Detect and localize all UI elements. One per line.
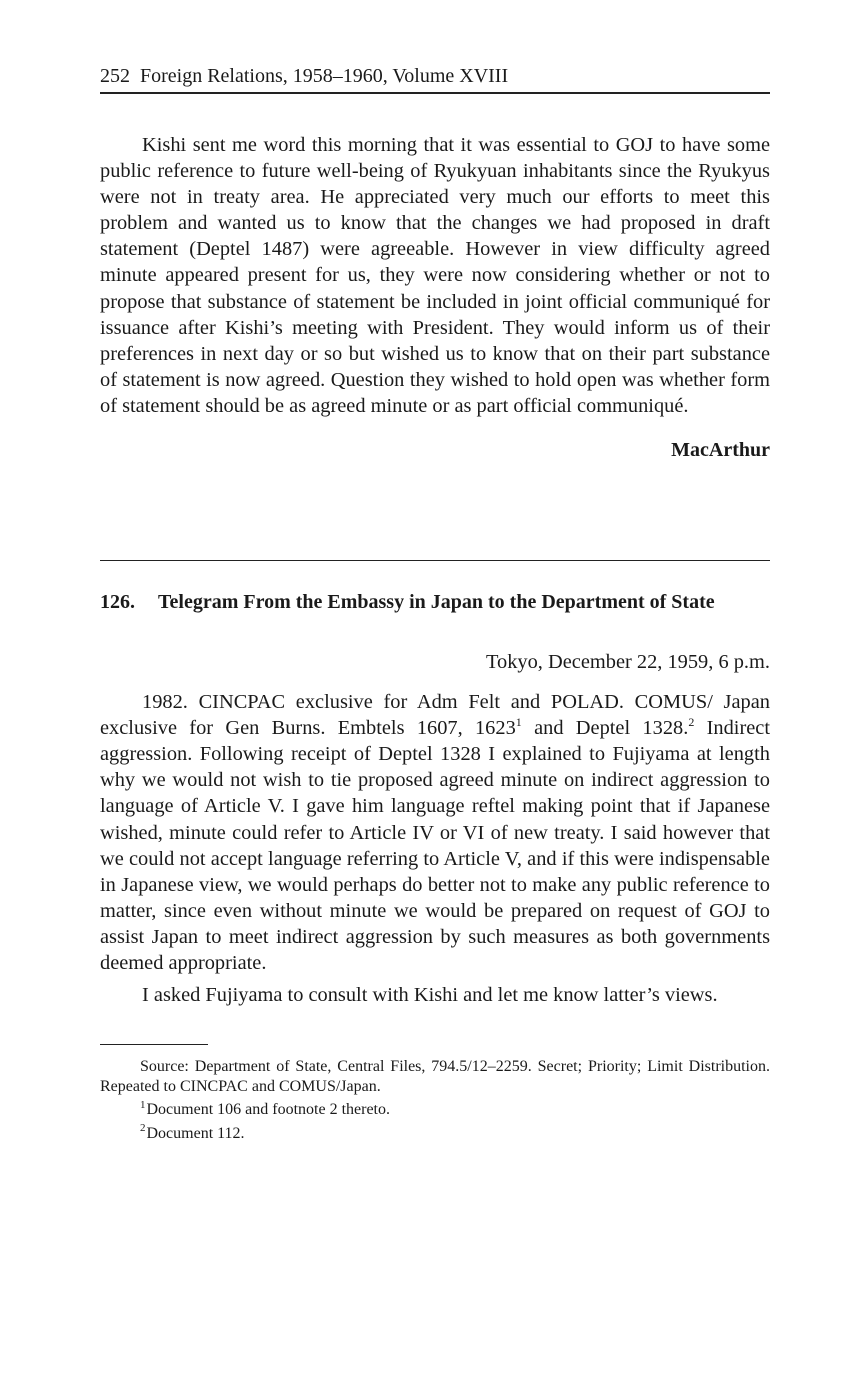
document-heading: [100, 589, 770, 615]
source-note: Source: Department of State, Central Files, 794.5/12–2259. Secret; Priority; Limit Distribution. Repeated to CINCPAC and COMUS/Japan.: [100, 1058, 770, 1095]
running-header: [100, 62, 770, 94]
footnotes: [100, 1057, 770, 1143]
section-divider: [100, 560, 770, 561]
footnote-1: [100, 1100, 770, 1120]
telegram-paragraph-2: I asked Fujiyama to consult with Kishi and let me know latter’s views.: [142, 984, 718, 1007]
prior-document-paragraph: Kishi sent me word this morning that it was essential to GOJ to have some public reference to future well-being of Ryukyuan inhabitants since the Ryukyus were not in treaty area. He appreciated very much our efforts to meet this problem and wanted us to know that the changes we had proposed in draft statement (Deptel 1487) were agreeable. However in view difficulty agreed minute appeared present for us, they were now considering whether or not to propose that substance of statement be included in joint official communiqué for issuance after Kishi’s meeting with President. They would inform us of their preferences in next day or so but wished us to know that on their part substance of statement is now agreed. Question they wished to hold open was whether form of statement should be as agreed minute or as part official communiqué.: [100, 134, 770, 417]
telegram-paragraph-1-part-a: 1982. CINCPAC exclusive for Adm Felt and POLAD. COMUS/ Japan exclusive for Gen Burns. Embtels 1607, 1623: [100, 691, 770, 740]
footnote-ref-1[interactable]: 1: [515, 715, 522, 730]
footnote-2-marker: 2: [140, 1122, 146, 1135]
page-number: 252: [100, 65, 130, 87]
document-page: [100, 62, 770, 1143]
dateline: Tokyo, December 22, 1959, 6 p.m.: [486, 651, 770, 674]
footnote-1-text: Document 106 and footnote 2 thereto.: [146, 1101, 390, 1119]
telegram-paragraph-1-part-c: Indirect aggression. Following receipt of Deptel 1328 I explained to Fujiyama at length why we would not wish to tie proposed agreed minute on indirect aggression to language of Article V. I gave him language reftel making point that if Japanese wished, minute could refer to Article IV or VI of new treaty. I said however that we could not accept language referring to Article V, and if this were indispensable in Japanese view, we would perhaps do better not to make any public reference to matter, since even without minute we would be prepared on request of GOJ to assist Japan to meet indirect aggression by such measures as both governments deemed appropriate.: [100, 717, 771, 974]
footnote-1-marker: 1: [140, 1098, 146, 1111]
document-number: 126.: [100, 591, 135, 614]
telegram-paragraph-1-part-b: and Deptel 1328.: [521, 717, 689, 740]
signature: MacArthur: [671, 439, 770, 462]
document-title: Telegram From the Embassy in Japan to the Department of State: [158, 591, 715, 614]
footnote-2: [100, 1124, 770, 1144]
footnote-ref-2[interactable]: 2: [688, 715, 695, 730]
telegram-paragraph-1: [100, 689, 770, 976]
book-title: Foreign Relations, 1958–1960, Volume XVIII: [140, 65, 509, 87]
footnote-divider: [100, 1044, 208, 1045]
footnote-2-text: Document 112.: [146, 1124, 245, 1142]
